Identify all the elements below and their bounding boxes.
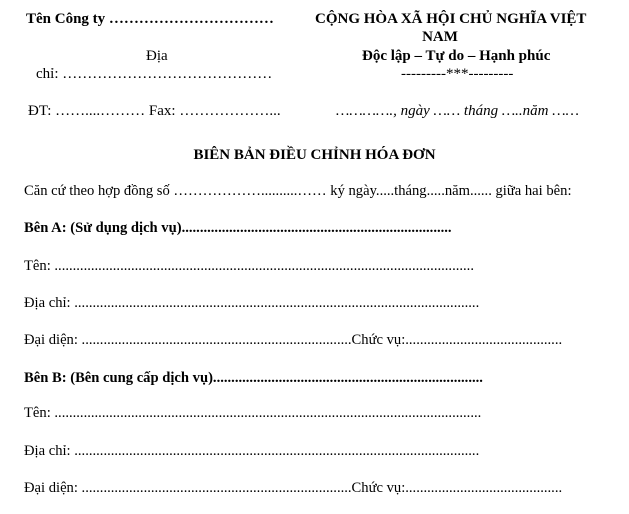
party-a-address-line: Địa chỉ: ...............................................................................................................	[24, 295, 480, 311]
date-line: …………., ngày …… tháng …..năm ……	[336, 103, 579, 119]
party-b-address-line: Địa chỉ: ...............................................................................................................	[24, 443, 480, 459]
party-a-heading: Bên A: (Sử dụng dịch vụ)..........................................................................	[24, 220, 452, 236]
national-title-line2: NAM	[422, 29, 458, 45]
national-title-line1: CỘNG HÒA XÃ HỘI CHỦ NGHĨA VIỆT	[315, 11, 587, 27]
party-b-heading: Bên B: (Bên cung cấp dịch vụ)..........................................................................	[24, 370, 483, 386]
party-a-representative-line: Đại diện: ..........................................................................Chức vụ:...........................................	[24, 332, 563, 348]
contract-basis-line: Căn cứ theo hợp đồng số ………………..........…… ký ngày.....tháng.....năm...... giữa hai bên:	[24, 183, 572, 199]
address-label: Địa	[146, 48, 168, 64]
party-b-representative-line: Đại diện: ..........................................................................Chức vụ:...........................................	[24, 480, 563, 496]
party-a-name-line: Tên: ...................................................................................................................	[24, 258, 474, 274]
company-name-line: Tên Công ty ……………………………	[26, 11, 274, 27]
address-line: chỉ: ……………………………………	[36, 66, 273, 82]
phone-fax-line: ĐT: ……....……… Fax: ………………...	[28, 103, 281, 119]
party-b-name-line: Tên: .....................................................................................................................	[24, 405, 482, 421]
motto: Độc lập – Tự do – Hạnh phúc	[362, 48, 551, 64]
document-title: BIÊN BẢN ĐIỀU CHỈNH HÓA ĐƠN	[193, 147, 436, 163]
separator: ---------***---------	[401, 66, 514, 82]
